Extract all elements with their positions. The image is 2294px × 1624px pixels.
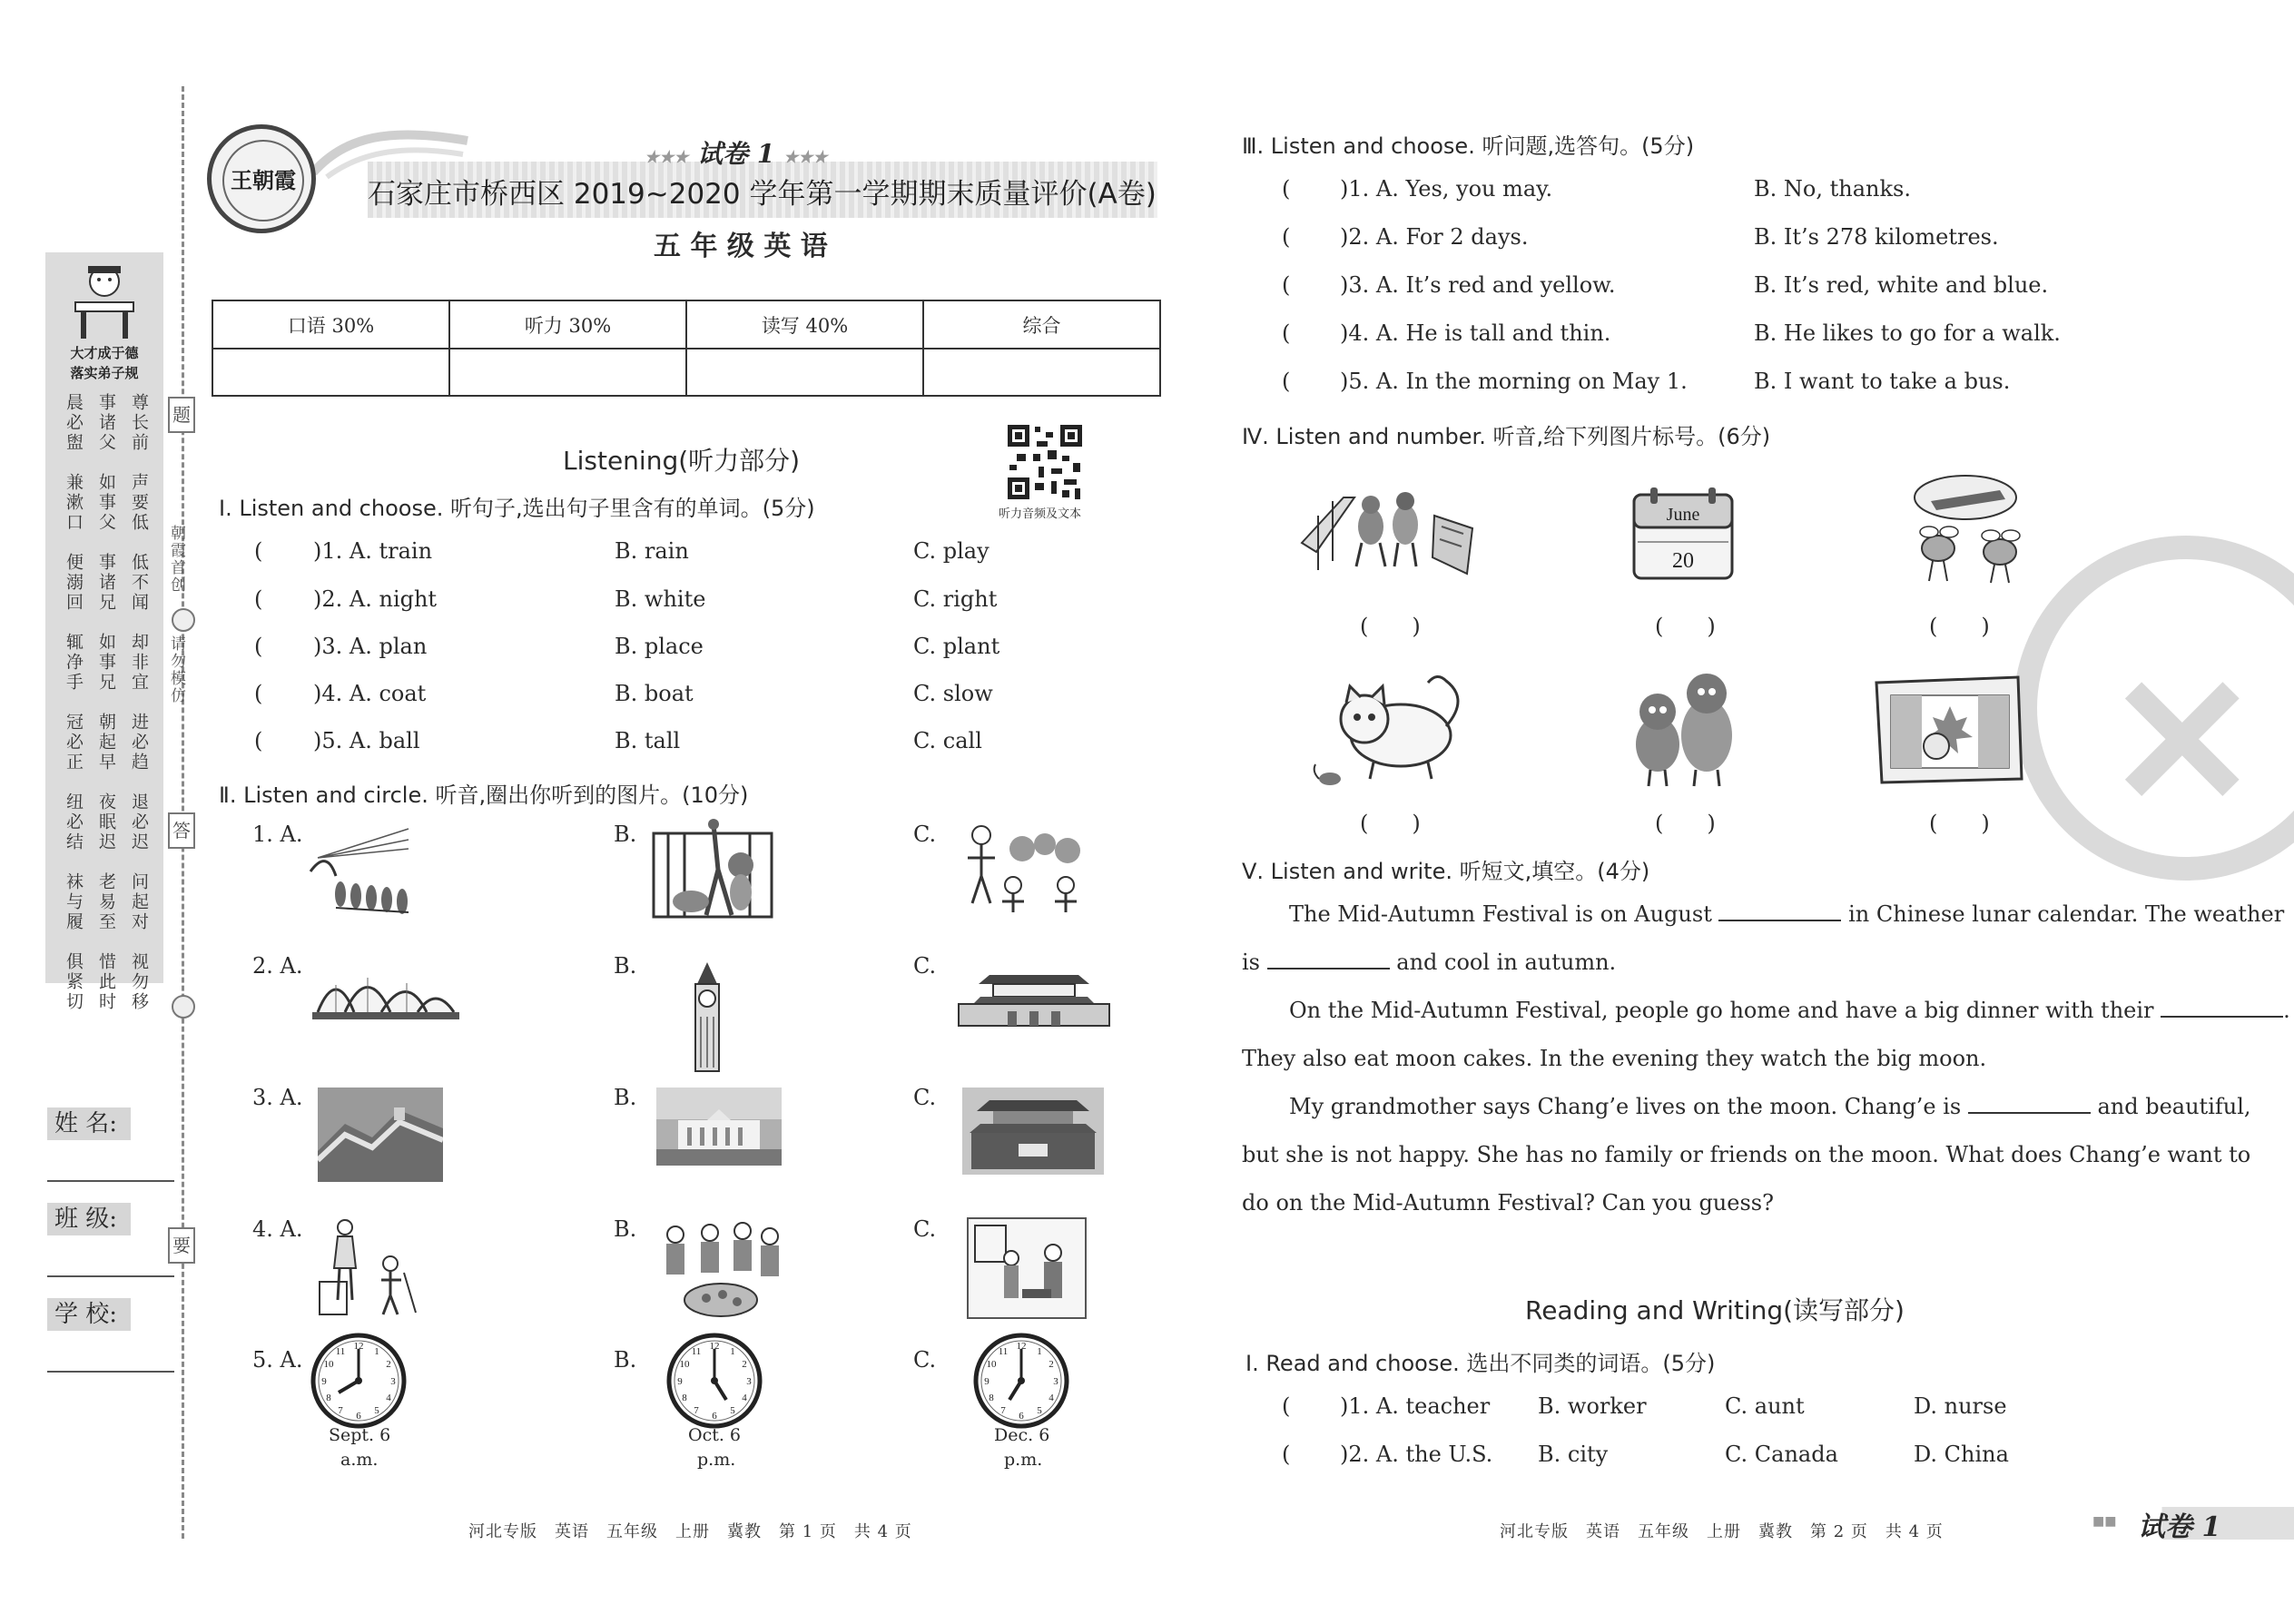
svg-text:1: 1 xyxy=(374,1346,379,1357)
option-label-b: B. xyxy=(614,822,637,847)
score-cell[interactable] xyxy=(923,349,1160,396)
exam-title: 石家庄市桥西区 2019~2020 学年第一学期期末质量评价(A卷) xyxy=(368,178,1157,211)
part2-heading: Ⅱ. Listen and circle. 听音,圈出你听到的图片。(10分) xyxy=(219,782,749,808)
option-b: B. place xyxy=(615,634,704,659)
answer-paren[interactable]: ( xyxy=(254,586,263,612)
svg-text:10: 10 xyxy=(679,1359,690,1370)
part4-heading: Ⅳ. Listen and number. 听音,给下列图片标号。(6分) xyxy=(1242,424,1771,449)
score-header: 综合 xyxy=(923,300,1160,349)
svg-text:3: 3 xyxy=(390,1376,396,1387)
footer-tag: 试卷 1 xyxy=(2138,1511,2221,1543)
option-b: B. worker xyxy=(1538,1393,1647,1419)
star-icon: ★★★ xyxy=(783,148,828,167)
confidential-stamp-mark: ✕ xyxy=(2106,635,2259,849)
clock-date: Oct. 6 xyxy=(688,1425,742,1445)
answer-paren[interactable]: ( xyxy=(254,728,263,753)
svg-text:3: 3 xyxy=(1053,1376,1058,1387)
option-b: B. city xyxy=(1538,1442,1609,1467)
score-header: 读写 40% xyxy=(686,300,923,349)
binding-seal-ti: 题 xyxy=(168,397,195,433)
row-label: 1. A. xyxy=(252,822,303,847)
passage-line: do on the Mid-Autumn Festival? Can you guess? xyxy=(1242,1190,1774,1216)
option-label-b: B. xyxy=(614,1216,637,1242)
brand-logo-text: 王朝霞 xyxy=(222,140,304,221)
svg-text:5: 5 xyxy=(1037,1405,1042,1416)
option-d: D. China xyxy=(1914,1442,2009,1467)
svg-text:8: 8 xyxy=(326,1393,331,1403)
clock-date: Dec. 6 xyxy=(994,1425,1050,1445)
option-a: )1. A. train xyxy=(313,538,433,564)
footer-squares-icon: ■■ xyxy=(2092,1514,2117,1529)
option-c: C. slow xyxy=(913,681,993,706)
sydney-opera-house-picture[interactable] xyxy=(309,958,463,1023)
option-c: C. plant xyxy=(913,634,1000,659)
clock-5-oclock-icon[interactable] xyxy=(665,1331,764,1431)
clock-8-oclock-icon[interactable] xyxy=(309,1331,409,1431)
option-b: B. He likes to go for a walk. xyxy=(1754,320,2061,346)
svg-text:4: 4 xyxy=(1049,1393,1054,1403)
option-label-c: C. xyxy=(913,1085,937,1110)
answer-paren[interactable]: ( xyxy=(254,538,263,564)
option-a: )4. A. coat xyxy=(313,681,427,706)
big-ben-picture[interactable] xyxy=(686,960,728,1073)
proverb-col: 事诸父 如事父 事诸兄 如事兄 朝起早 夜眠迟 老易至 惜此时 xyxy=(96,393,116,1012)
proverb-slogan: 落实弟子规 xyxy=(70,365,139,381)
svg-text:11: 11 xyxy=(998,1346,1009,1357)
option-label-c: C. xyxy=(913,953,937,979)
svg-text:11: 11 xyxy=(335,1346,346,1357)
tiananmen-picture[interactable] xyxy=(953,962,1115,1031)
option-c: C. aunt xyxy=(1725,1393,1805,1419)
option-b: B. It’s 278 kilometres. xyxy=(1754,224,1999,250)
row-label: 5. A. xyxy=(252,1347,303,1373)
number-paren[interactable]: ( ) xyxy=(1929,614,1990,639)
svg-text:6: 6 xyxy=(356,1411,361,1422)
qr-caption: 听力音频及文本 xyxy=(999,507,1082,521)
clock-period: p.m. xyxy=(697,1450,736,1470)
svg-text:9: 9 xyxy=(677,1376,683,1387)
binding-seal-yao: 要 xyxy=(168,1227,195,1264)
fill-blank[interactable] xyxy=(1267,951,1390,969)
children-playing-picture[interactable] xyxy=(959,822,1095,923)
calendar-month: June xyxy=(1666,505,1700,525)
svg-text:1: 1 xyxy=(1037,1346,1042,1357)
option-label-b: B. xyxy=(614,1347,637,1373)
svg-text:2: 2 xyxy=(742,1359,747,1370)
passage-line: The Mid-Autumn Festival is on August in Chinese lunar calendar. The weather xyxy=(1289,901,2285,927)
svg-text:5: 5 xyxy=(374,1405,379,1416)
number-paren[interactable]: ( ) xyxy=(1360,811,1421,836)
svg-text:5: 5 xyxy=(730,1405,735,1416)
reading-part1-heading: Ⅰ. Read and choose. 选出不同类的词语。(5分) xyxy=(1245,1351,1716,1376)
clock-period: a.m. xyxy=(340,1450,379,1470)
option-label-b: B. xyxy=(614,953,637,979)
option-a: )4. A. He is tall and thin. xyxy=(1340,320,1611,346)
option-label-c: C. xyxy=(913,1347,937,1373)
footer-left: 河北专版 英语 五年级 上册 冀教 第 1 页 共 4 页 xyxy=(468,1522,912,1541)
palace-museum-photo[interactable] xyxy=(962,1088,1104,1175)
svg-text:9: 9 xyxy=(984,1376,989,1387)
svg-text:6: 6 xyxy=(712,1411,717,1422)
score-header: 口语 30% xyxy=(212,300,449,349)
clock-period: p.m. xyxy=(1004,1450,1043,1470)
listening-title: Listening(听力部分) xyxy=(563,446,801,476)
option-c: C. play xyxy=(913,538,989,564)
class-label: 班 级: xyxy=(47,1203,131,1235)
score-cell[interactable] xyxy=(449,349,686,396)
white-house-photo[interactable] xyxy=(656,1088,782,1166)
fill-blank[interactable] xyxy=(1968,1096,2091,1114)
option-b: B. It’s red, white and blue. xyxy=(1754,272,2049,298)
svg-text:11: 11 xyxy=(691,1346,702,1357)
part5-heading: Ⅴ. Listen and write. 听短文,填空。(4分) xyxy=(1242,859,1650,884)
footer-right: 河北专版 英语 五年级 上册 冀教 第 2 页 共 4 页 xyxy=(1500,1522,1944,1541)
option-a: )1. A. teacher xyxy=(1340,1393,1491,1419)
option-label-c: C. xyxy=(913,822,937,847)
option-b: B. white xyxy=(615,586,706,612)
svg-text:7: 7 xyxy=(1000,1405,1006,1416)
svg-text:12: 12 xyxy=(709,1341,720,1352)
clock-date: Sept. 6 xyxy=(329,1425,391,1445)
answer-paren[interactable]: ( xyxy=(254,634,263,659)
option-a: )2. A. the U.S. xyxy=(1340,1442,1493,1467)
svg-text:2: 2 xyxy=(386,1359,391,1370)
proverb-col: 晨必盥 兼漱口 便溺回 辄净手 冠必正 纽必结 袜与履 俱紧切 xyxy=(64,393,84,1012)
score-header: 听力 30% xyxy=(449,300,686,349)
svg-text:6: 6 xyxy=(1019,1411,1024,1422)
row-label: 3. A. xyxy=(252,1085,303,1110)
clock-7-oclock-icon[interactable] xyxy=(971,1331,1071,1431)
option-a: )3. A. It’s red and yellow. xyxy=(1340,272,1616,298)
answer-paren[interactable]: ( xyxy=(1282,176,1291,202)
svg-text:10: 10 xyxy=(986,1359,997,1370)
fill-blank[interactable] xyxy=(2161,999,2283,1018)
answer-paren[interactable]: ( xyxy=(1282,224,1291,250)
svg-text:1: 1 xyxy=(730,1346,735,1357)
answer-paren[interactable]: ( xyxy=(1282,320,1291,346)
brand-logo xyxy=(207,124,316,233)
number-paren[interactable]: ( ) xyxy=(1655,811,1716,836)
option-a: )5. A. ball xyxy=(313,728,420,753)
option-a: )2. A. For 2 days. xyxy=(1340,224,1529,250)
score-cell[interactable] xyxy=(212,349,449,396)
option-b: B. boat xyxy=(615,681,694,706)
school-field[interactable] xyxy=(47,1371,174,1373)
calendar-icon[interactable] xyxy=(1630,486,1736,582)
svg-text:8: 8 xyxy=(682,1393,687,1403)
answer-paren[interactable]: ( xyxy=(1282,1442,1291,1467)
scholar-icon xyxy=(68,261,141,343)
school-label: 学 校: xyxy=(47,1298,131,1331)
passage-line: They also eat moon cakes. In the evening they watch the big moon. xyxy=(1242,1046,1987,1071)
furry-dogs-picture[interactable] xyxy=(1623,663,1741,790)
option-a: )3. A. plan xyxy=(313,634,428,659)
subject-title: 五 年 级 英 语 xyxy=(654,231,828,262)
proverb-slogan: 大才成于德 xyxy=(70,345,139,361)
great-wall-photo[interactable] xyxy=(318,1088,443,1182)
number-paren[interactable]: ( ) xyxy=(1655,614,1716,639)
passage-line: is and cool in autumn. xyxy=(1242,950,1617,975)
passage-line: My grandmother says Chang’e lives on the moon. Chang’e is and beautiful, xyxy=(1289,1094,2251,1119)
part3-heading: Ⅲ. Listen and choose. 听问题,选答句。(5分) xyxy=(1242,133,1695,159)
option-label-c: C. xyxy=(913,1216,937,1242)
answer-paren[interactable]: ( xyxy=(1282,1393,1291,1419)
canada-flag-photo[interactable] xyxy=(1873,674,2025,786)
passage-line: but she is not happy. She has no family or friends on the moon. What does Chang’e want to xyxy=(1242,1142,2251,1167)
score-cell[interactable] xyxy=(686,349,923,396)
option-b: B. I want to take a bus. xyxy=(1754,369,2011,394)
calendar-day: 20 xyxy=(1672,549,1694,573)
row-label: 2. A. xyxy=(252,953,303,979)
proverb-col: 尊长前 声要低 低不闻 却非宜 进必趋 退必迟 问起对 视勿移 xyxy=(129,393,149,1012)
zoo-animals-picture[interactable] xyxy=(650,815,777,922)
reading-title: Reading and Writing(读写部分) xyxy=(1525,1295,1905,1325)
bees-and-train-picture[interactable] xyxy=(1893,470,2038,588)
option-b: B. tall xyxy=(615,728,681,753)
score-table xyxy=(212,300,1161,397)
name-field[interactable] xyxy=(47,1180,174,1182)
option-c: C. Canada xyxy=(1725,1442,1838,1467)
name-label: 姓 名: xyxy=(47,1107,131,1140)
option-b: B. rain xyxy=(615,538,689,564)
answer-paren[interactable]: ( xyxy=(1282,272,1291,298)
svg-text:12: 12 xyxy=(353,1341,364,1352)
part1-heading: Ⅰ. Listen and choose. 听句子,选出句子里含有的单词。(5分) xyxy=(219,496,815,521)
proverb-panel xyxy=(45,252,163,1012)
svg-text:3: 3 xyxy=(746,1376,752,1387)
svg-text:7: 7 xyxy=(694,1405,699,1416)
option-c: C. right xyxy=(913,586,998,612)
svg-text:12: 12 xyxy=(1016,1341,1027,1352)
option-c: C. call xyxy=(913,728,982,753)
svg-text:4: 4 xyxy=(742,1393,747,1403)
star-icon: ★★★ xyxy=(645,148,689,167)
svg-text:7: 7 xyxy=(338,1405,343,1416)
option-a: )1. A. Yes, you may. xyxy=(1340,176,1553,202)
option-a: )2. A. night xyxy=(313,586,438,612)
svg-text:8: 8 xyxy=(989,1393,994,1403)
svg-text:4: 4 xyxy=(386,1393,391,1403)
qr-code-icon[interactable] xyxy=(1006,423,1084,501)
svg-text:2: 2 xyxy=(1049,1359,1054,1370)
svg-text:10: 10 xyxy=(323,1359,334,1370)
option-b: B. No, thanks. xyxy=(1754,176,1911,202)
binding-seal-da: 答 xyxy=(168,812,195,849)
class-field[interactable] xyxy=(47,1275,174,1277)
doing-chores-picture[interactable] xyxy=(318,1218,418,1318)
series-label: ★★★ 试卷 1 ★★★ xyxy=(645,139,828,169)
family-dinner-picture[interactable] xyxy=(654,1216,788,1322)
option-label-b: B. xyxy=(614,1085,637,1110)
option-a: )5. A. In the morning on May 1. xyxy=(1340,369,1688,394)
row-label: 4. A. xyxy=(252,1216,303,1242)
fill-blank[interactable] xyxy=(1718,903,1841,921)
binding-note: 朝霞首创 xyxy=(167,525,185,594)
answer-paren[interactable]: ( xyxy=(1282,369,1291,394)
svg-text:9: 9 xyxy=(321,1376,327,1387)
binding-note: 请勿模仿 xyxy=(167,635,185,704)
option-d: D. nurse xyxy=(1914,1393,2007,1419)
number-paren[interactable]: ( ) xyxy=(1360,614,1421,639)
monkeys-zoo-picture[interactable] xyxy=(1298,479,1476,576)
cat-and-mouse-picture[interactable] xyxy=(1310,663,1473,795)
concert-orchestra-picture[interactable] xyxy=(309,822,418,921)
passage-line: On the Mid-Autumn Festival, people go home and have a big dinner with their . xyxy=(1289,998,2290,1023)
number-paren[interactable]: ( ) xyxy=(1929,811,1990,836)
answer-paren[interactable]: ( xyxy=(254,681,263,706)
family-at-home-picture[interactable] xyxy=(966,1216,1088,1320)
